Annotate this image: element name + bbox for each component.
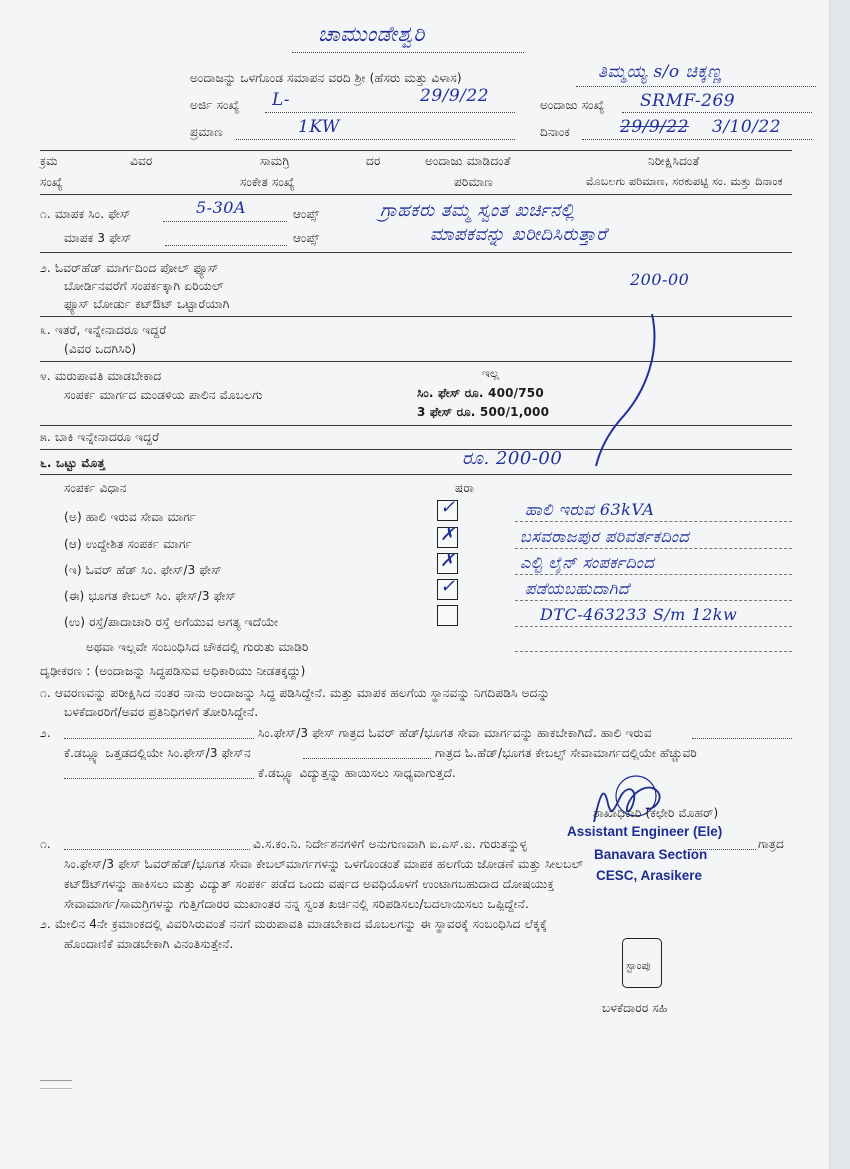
row2-line2: ಬೋರ್ಡಿನವರೆಗೆ ಸಂಪರ್ಕಕ್ಕಾಗಿ ಏರಿಯಲ್ [64,279,224,293]
row1-note-line1: ಗ್ರಾಹಕರು ತಮ್ಮ ಸ್ವಂತ ಖರ್ಚಿನಲ್ಲಿ [380,200,575,221]
connection-remark-label: ಷರಾ [455,481,475,495]
row1-dotted-1 [163,221,287,222]
row5-label: ೫. ಬಾಕಿ ಇನ್ನೇನಾದರೂ ಇದ್ದರೆ [40,430,160,444]
estimate-no-line [622,112,812,113]
connection-title: ಸಂಪರ್ಕ ವಿಧಾನ [64,481,127,495]
seal-line2: Banavara Section [594,847,708,862]
pen-stroke [580,310,670,470]
estimate-no-value: SRMF-269 [640,91,736,111]
row2-value: 200-00 [630,270,690,289]
handwritten-title: ಚಾಮುಂಡೇಶ್ವರಿ [318,22,425,46]
col-description-header: ವಿವರ [130,154,153,168]
application-no-line [265,112,515,113]
estimate-received-line [576,86,816,87]
date-struck-value: 29/9/22 [620,117,690,137]
connection-item-e-note: DTC-463233 S/m 12kw [540,605,738,624]
connection-item-d-checkbox[interactable] [437,576,458,600]
certification-p2-dotted-2 [692,738,792,739]
certification-p2-dotted-3 [303,758,431,759]
row5-rule [40,449,792,450]
col-material-header: ಸಾಮಗ್ರಿ [260,154,290,168]
certification-p2-line2a: ಕೆ.ಡಬ್ಲ್ಯೂ ಒತ್ತಡದಲ್ಲಿಯೇ ಸಿಂ.ಫೇಸ್/3 ಫೇಸ್‌ನ [64,746,251,760]
row1-unit-1: ಆಂಪ್ಸ್ [293,207,320,221]
connection-item-d-line [515,600,792,601]
row4-rule [40,425,792,426]
row2-line3: ಫ್ಯೂಸ್ ಬೋರ್ಡು ಕಟ್‌ಔಟ್ ಒಟ್ಟಾರೆಯಾಗಿ [64,297,230,311]
row1-note-line2: ಮಾಪಕವನ್ನು ಖರೀದಿಸಿರುತ್ತಾರೆ [430,224,607,245]
row4-line2: ಸಂಪರ್ಕ ಮಾರ್ಗದ ಮಂಡಳಿಯ ಪಾಲಿನ ಮೊಬಲಗು [64,388,263,402]
date-label: ದಿನಾಂಕ [540,125,570,139]
declaration-p1-line2: ಸಿಂ.ಫೇಸ್/3 ಫೇಸ್ ಓವರ್‌ಹೆಡ್/ಭೂಗತ ಸೇವಾ ಕೇಬಲ್‌ಮಾರ್ಗಗಳನ್ನು ಒಳಗೊಂಡಂತೆ ಮಾಪಕ ಹಲಗೆಯ ಜೋಡಣೆ ಮತ್ತು ಸೀಲಬಲ್ [64,857,584,871]
declaration-p1-number: ೧. [40,837,51,851]
quantity-line [236,139,515,140]
row1-meter-three-phase: ಮಾಪಕ 3 ಫೇಸ್ [64,231,132,245]
estimate-received-label: ಅಂದಾಜನ್ನು ಒಳಗೊಂಡ ಸಮಾಪನ ವರದಿ ಶ್ರೀ (ಹೆಸರು ಮತ್ತು ವಿಳಾಸ) [190,71,462,85]
row4-none: ಇಲ್ಲ [482,366,500,380]
quantity-label: ಪ್ರಮಾಣ [190,125,223,139]
declaration-p1-line4: ಸೇವಾಮಾರ್ಗ/ಸಾಮಗ್ರಿಗಳನ್ನು ಗುತ್ತಿಗೆದಾರರ ಮುಖಾಂತರ ನನ್ನ ಸ್ವಂತ ಖರ್ಚಿನಲ್ಲಿ ಸರಿಪಡಿಸಲು/ಬದಲಾಯಿಸಲು ಒಪ್ಪಿದ್ದೇನೆ. [64,897,529,911]
connection-item-b-line [515,548,792,549]
certification-p1-line1: ೧. ಆವರಣವನ್ನು ಪರೀಕ್ಷಿಸಿದ ನಂತರ ನಾನು ಅಂದಾಜನ್ನು ಸಿದ್ಧ ಪಡಿಸಿದ್ದೇನೆ. ಮತ್ತು ಮಾಪಕ ಹಲಗೆಯ ಸ್ಥಾನವನ್ನು ನಿಗದಿಪಡಿಸಿ ಅದನ್ನು [40,686,550,700]
declaration-p2-line2: ಹೊಂದಾಣಿಕೆ ಮಾಡಬೇಕಾಗಿ ವಿನಂತಿಸುತ್ತೇನೆ. [64,937,234,951]
certification-p1-line2: ಬಳಕೆದಾರರಿಗೆ/ಅವರ ಪ್ರತಿನಿಧಿಗಳಿಗೆ ತೋರಿಸಿದ್ದೇನೆ. [64,705,259,719]
declaration-p1-line1: ವಿ.ಸ.ಕಂ.ನಿ. ನಿರ್ದೇಶನಗಳಿಗೆ ಅನುಗುಣವಾಗಿ ಐ.ಎಸ್.ಐ. ಗುರುತನ್ನುಳ್ಳ [253,837,528,851]
connection-item-e-checkbox[interactable] [437,605,458,626]
col-serial-subheader: ಸಂಖ್ಯೆ [40,175,63,189]
col-material-subheader: ಸಂಕೇತ ಸಂಖ್ಯೆ [240,175,295,189]
scan-edge [829,0,850,1169]
certification-title: ದೃಢೀಕರಣ : (ಅಂದಾಜನ್ನು ಸಿದ್ಧಪಡಿಸುವ ಅಧಿಕಾರಿಯು ನೀಡತಕ್ಕದ್ದು) [40,664,306,678]
col-estimated-header: ಅಂದಾಜು ಮಾಡಿದಂತೆ [425,154,511,168]
declaration-p1-size: ಗಾತ್ರದ [758,837,784,851]
row6-total-label: ೬. ಒಟ್ಟು ಮೊತ್ತ [40,456,106,470]
connection-item-c-line [515,574,792,575]
connection-item-d-label: (ಈ) ಭೂಗತ ಕೇಬಲ್ ಸಿಂ. ಫೇಸ್/3 ಫೇಸ್ [64,589,237,603]
row1-meter-value: 5-30A [196,198,246,217]
col-rate-header: ದರ [366,154,381,168]
connection-item-a-checkbox[interactable] [437,497,458,521]
application-no-label: ಅರ್ಜಿ ಸಂಖ್ಯೆ [190,98,240,112]
connection-item-c-label: (ಇ) ಓವರ್ ಹೆಡ್ ಸಿಂ. ಫೇಸ್/3 ಫೇಸ್ [64,563,222,577]
connection-item-e-label: (ಉ) ರಸ್ತೆ/ಪಾದಾಚಾರಿ ರಸ್ತೆ ಅಗೆಯುವ ಅಗತ್ಯ ಇದೆಯೇ [64,615,279,629]
connection-item-b-checkbox[interactable] [437,524,458,548]
row3-rule [40,361,792,362]
certification-p2-dotted-1 [64,738,254,739]
row3-line1: ೩. ಇತರೆ, ಇನ್ನೇನಾದರೂ ಇದ್ದರೆ [40,323,167,337]
seal-line1: Assistant Engineer (Ele) [567,824,723,839]
declaration-p1-dotted-2 [690,849,756,850]
certification-p2-line2b: ಗಾತ್ರದ ಓ.ಹೆಡ್/ಭೂಗತ ಕೇಬಲ್ಸ್ ಸೇವಾಮಾರ್ಗದಲ್ಲಿಯೇ ಹೆಚ್ಚುವರಿ [435,746,697,760]
row2-rule [40,316,792,317]
seal-line3: CESC, Arasikere [596,868,703,883]
bottom-rule-left-2 [40,1088,72,1089]
certification-p2-line1: ಸಿಂ.ಫೇಸ್/3 ಫೇಸ್ ಗಾತ್ರದ ಓವರ್ ಹೆಡ್/ಭೂಗತ ಸೇವಾ ಮಾರ್ಗವನ್ನು ಹಾಕಬೇಕಾಗಿದೆ. ಹಾಲಿ ಇರುವ [258,726,652,740]
date-value: 3/10/22 [712,117,782,137]
stamp-label: ಸ್ಟಾಂಪು [626,959,651,972]
declaration-p1-dotted-1 [64,849,250,850]
estimate-no-label: ಅಂದಾಜು ಸಂಖ್ಯೆ [540,98,605,112]
col-estimated-subheader: ಪರಿಮಾಣ [454,175,493,189]
connection-item-c-checkbox[interactable] [437,550,458,574]
connection-item-c-note: ಎಲ್ಟಿ ಲೈನ್ ಸಂಪರ್ಕದಿಂದ [520,553,655,572]
connection-item-e-line [515,626,792,627]
connection-item-d-mark: ✓ [440,576,456,597]
row6-total-value: ರೂ. 200-00 [462,448,563,469]
row4-single-phase-amount: ಸಿಂ. ಫೇಸ್ ರೂ. 400/750 [417,386,544,400]
application-date-value: 29/9/22 [420,86,490,106]
quantity-value: 1KW [298,117,340,137]
table-header-rule [40,194,792,195]
application-no-value: L- [272,90,291,110]
connection-item-d-note: ಪಡೆಯಬಹುದಾಗಿದೆ [525,579,630,598]
connection-item-a-label: (ಅ) ಹಾಲಿ ಇರುವ ಸೇವಾ ಮಾರ್ಗ [64,510,197,524]
certification-p2-number: ೨. [40,726,51,740]
col-serial-header: ಕ್ರಮ [40,154,58,168]
row4-three-phase-amount: 3 ಫೇಸ್ ರೂ. 500/1,000 [417,405,550,419]
row1-meter-single-phase: ೧. ಮಾಪಕ ಸಿಂ. ಫೇಸ್ [40,207,131,221]
col-inspected-header: ನಿರೀಕ್ಷಿಸಿದಂತೆ [648,154,700,168]
connection-item-b-note: ಬಸವರಾಜಪುರ ಪರಿವರ್ತಕದಿಂದ [520,527,690,546]
connection-item-b-label: (ಆ) ಉದ್ದೇಶಿತ ಸಂಪರ್ಕ ಮಾರ್ಗ [64,537,192,551]
declaration-p2-line1: ೨. ಮೇಲಿನ 4ನೇ ಕ್ರಮಾಂಕದಲ್ಲಿ ವಿವರಿಸಿರುವಂತೆ ನನಗೆ ಮರುಪಾವತಿ ಮಾಡಬೇಕಾದ ಮೊಬಲಗನ್ನು ಈ ಸ್ಥಾವರಕ್ಕೆ ಸಂಬಂಧಿಸಿದ ಲೆಕ್ಕಕ್ಕೆ [40,917,548,931]
consumer-signature-label: ಬಳಕೆದಾರರ ಸಹಿ [602,1001,668,1015]
row6-rule [40,474,792,475]
row1-dotted-2 [165,245,287,246]
officer-label: ಶಾಖಾಧಿಕಾರಿ (ಕಛೇರಿ ಮೊಹರ್) [593,806,719,820]
connection-footnote: ಅಥವಾ ಇಲ್ಲವೇ ಸಂಬಂಧಿಸಿದ ಚೌಕದಲ್ಲಿ ಗುರುತು ಮಾಡಿರಿ [86,640,309,654]
declaration-p1-line3: ಕಟ್‌ಔಟ್‌ಗಳನ್ನು ಹಾಕಿಸಲು ಮತ್ತು ವಿದ್ಯುತ್ ಸಂಪರ್ಕ ಪಡೆದ ಒಂದು ವರ್ಷದ ಅವಧಿಯೊಳಗೆ ಉಂಟಾಗಬಹುದಾದ ದೋಷಯುಕ್ತ [64,877,555,891]
connection-item-a-note: ಹಾಲಿ ಇರುವ 63kVA [525,500,655,519]
connection-item-a-mark: ✓ [440,497,456,518]
table-top-rule [40,150,792,151]
connection-footnote-line [515,651,792,652]
row3-line2: (ವಿವರ ಒದಗಿಸಿರಿ) [64,342,137,356]
row1-unit-2: ಆಂಪ್ಸ್ [293,231,320,245]
estimate-received-value: ತಿಮ್ಮಯ್ಯ s/o ಚಿಕ್ಕಣ್ಣ [598,62,723,82]
row4-line1: ೪. ಮರುಪಾವತಿ ಮಾಡಬೇಕಾದ [40,369,162,383]
col-inspected-subheader: ಮೊಬಲಗು ಪರಿಮಾಣ, ಸರಕುಪಟ್ಟಿ ಸಂ. ಮತ್ತು ದಿನಾಂಕ [586,175,783,188]
date-line [582,139,812,140]
connection-item-b-mark: ✗ [440,524,456,545]
certification-p2-dotted-4 [64,778,254,779]
bottom-rule-left [40,1080,72,1081]
certification-p2-line3: ಕೆ.ಡಬ್ಲ್ಯೂ ವಿದ್ಯುತ್ತನ್ನು ಹಾಯಿಸಲು ಸಾಧ್ಯವಾಗುತ್ತದೆ. [258,766,457,780]
title-dotted-line [292,52,524,53]
connection-item-c-mark: ✗ [440,550,456,571]
row1-rule [40,252,792,253]
row2-line1: ೨. ಓವರ್‌ಹೆಡ್ ಮಾರ್ಗದಿಂದ ಪೋಲ್ ಫ್ಯೂಸ್ [40,261,219,275]
connection-item-a-line [515,521,792,522]
